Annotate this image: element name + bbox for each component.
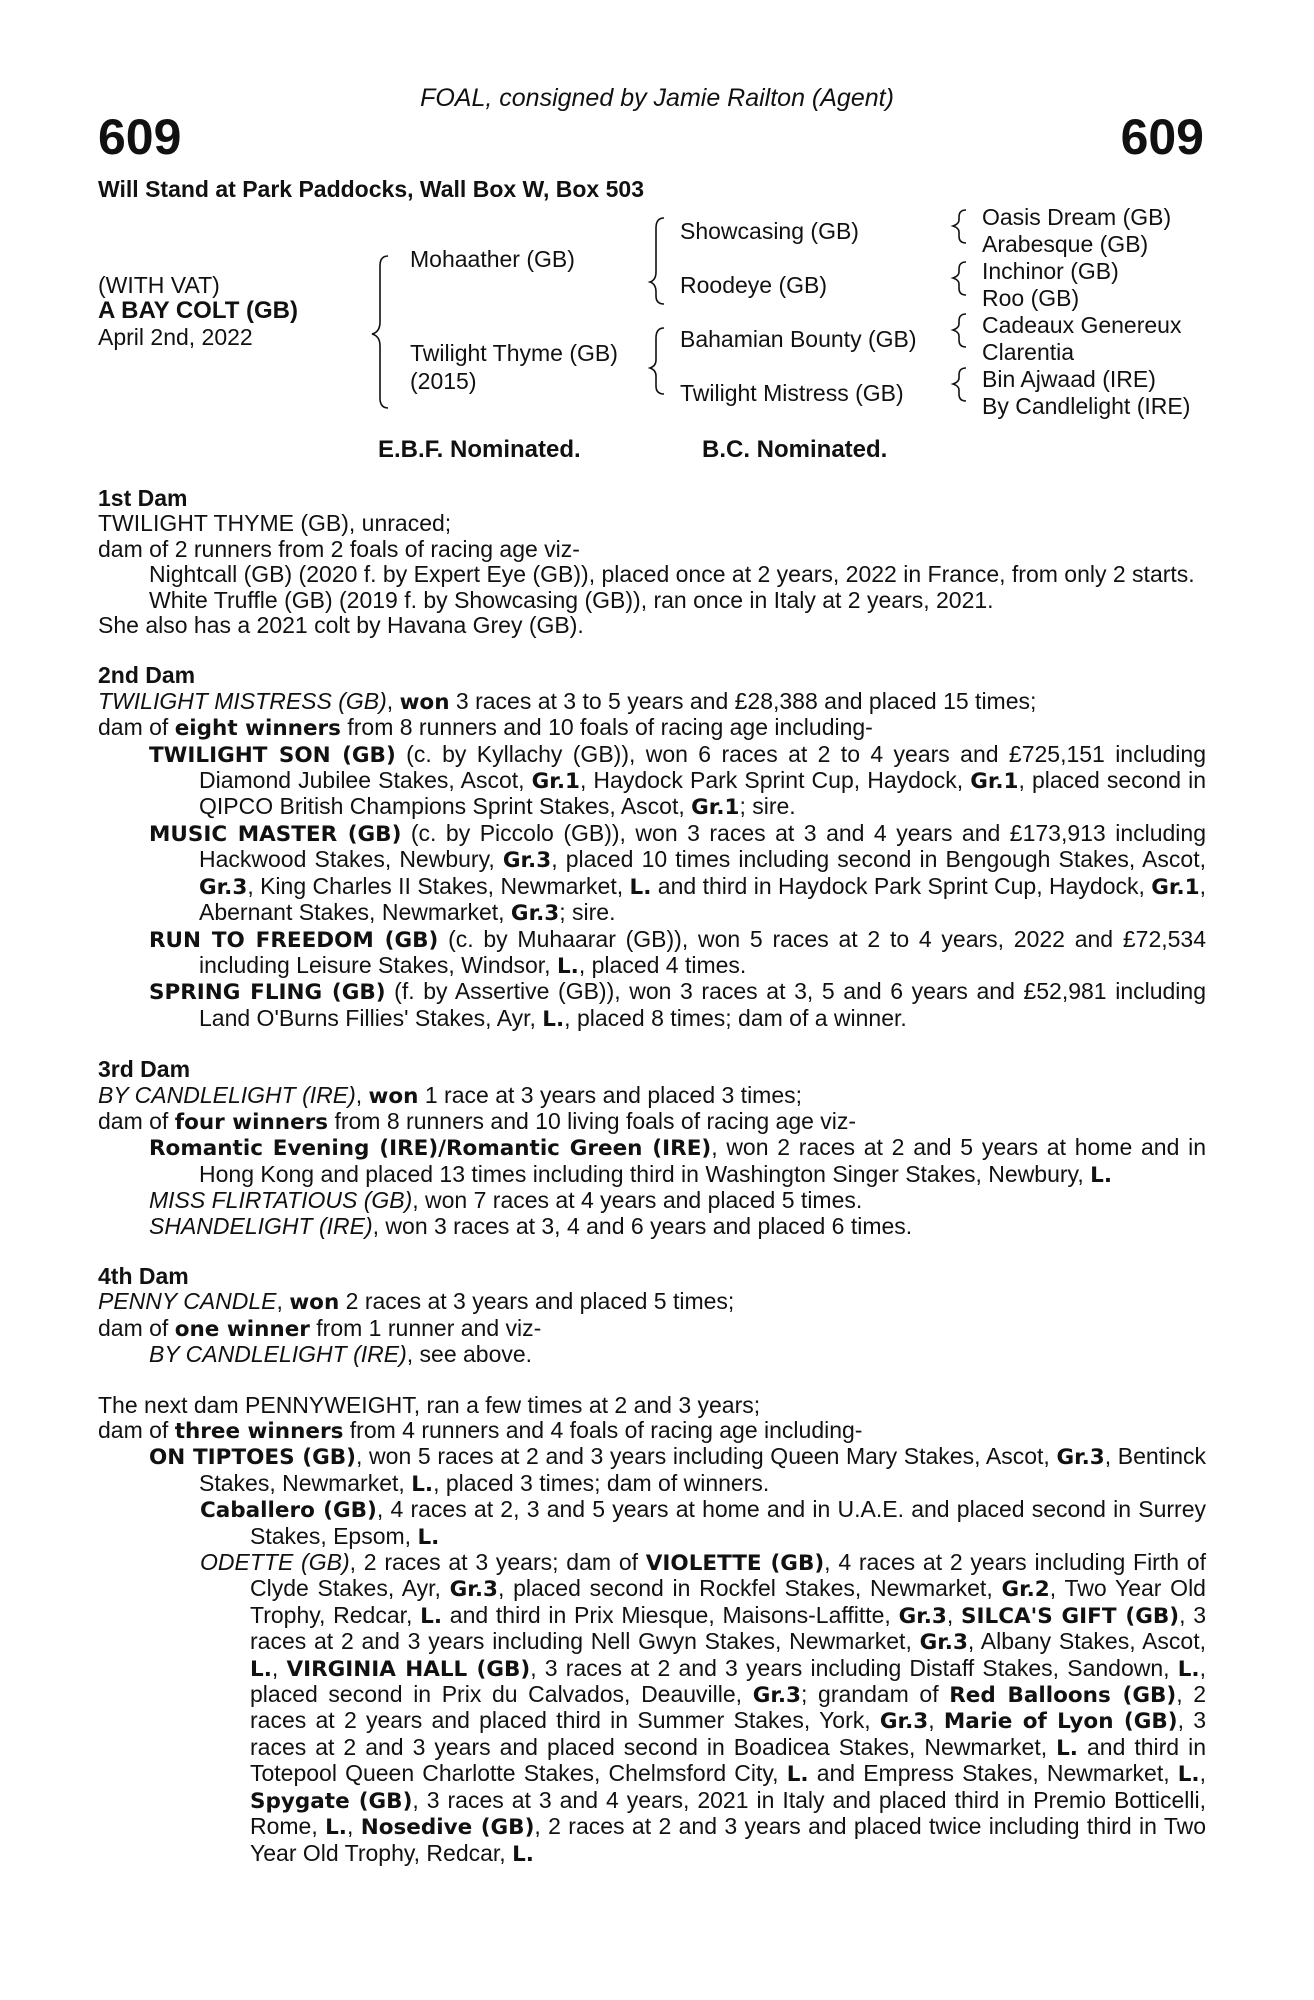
text: , placed 4 times. xyxy=(578,951,747,978)
gen4-name: Clarentia xyxy=(982,339,1075,365)
progeny-name: SPRING FLING (GB) xyxy=(149,980,386,1006)
text: ; grandam of xyxy=(801,1681,950,1708)
second-dam-section xyxy=(98,663,1206,1032)
progeny-entry xyxy=(98,979,1206,1032)
progeny-name: MUSIC MASTER (GB) xyxy=(149,821,402,847)
text: , placed second in Rockfel Stakes, Newmarket, xyxy=(497,1575,1002,1602)
text: , xyxy=(946,1601,962,1628)
text: (c. by Muhaarar (GB)), won 5 races at 2 to 4 years, 2022 and £72,534 including Leisure Stakes, Windsor, xyxy=(199,925,1206,978)
text: , 4 races at 2 years including Firth of Clyde Stakes, Ayr, xyxy=(250,1549,1206,1602)
foaling-date: April 2nd, 2022 xyxy=(98,324,253,350)
text: , xyxy=(271,1654,287,1681)
grade-text: L. xyxy=(417,1524,440,1550)
text: , xyxy=(355,1081,369,1108)
progeny-name: VIOLETTE (GB) xyxy=(645,1551,825,1577)
grade-text: L. xyxy=(420,1603,443,1629)
text: , Albany Stakes, Ascot, xyxy=(967,1628,1207,1655)
dam-name-text: TWILIGHT MISTRESS (GB) xyxy=(98,687,387,714)
gen4-name: Cadeaux Genereux xyxy=(982,312,1182,338)
text: , placed 3 times; dam of winners. xyxy=(433,1469,770,1496)
text: from 1 runner and viz- xyxy=(309,1314,542,1341)
section-heading: 2nd Dam xyxy=(98,662,196,689)
dam-produce-line xyxy=(98,1109,1206,1135)
grade-text: L. xyxy=(629,874,652,900)
text: 3 races at 3 to 5 years and £28,388 and placed 15 times; xyxy=(449,687,1037,714)
grade-text: L. xyxy=(1177,1762,1200,1788)
text: , 3 races at 2 and 3 years including Nell Gwyn Stakes, Newmarket, xyxy=(250,1601,1206,1655)
text: , Haydock Park Sprint Cup, Haydock, xyxy=(579,767,971,794)
text: , won 3 races at 3, 4 and 6 years and placed 6 times. xyxy=(372,1212,913,1239)
grade-text: Gr.1 xyxy=(970,769,1019,795)
grade-text: L. xyxy=(1056,1735,1078,1761)
progeny-entry xyxy=(98,1135,1206,1188)
text: 2 races at 3 years and placed 5 times; xyxy=(339,1288,735,1315)
grade-text: L. xyxy=(1177,1656,1200,1682)
dam-line xyxy=(98,1289,1206,1315)
dam-produce-line xyxy=(98,1316,1206,1342)
progeny-entry xyxy=(98,1497,1206,1550)
progeny-name: Spygate (GB) xyxy=(250,1788,413,1814)
grade-text: L. xyxy=(556,953,579,979)
text: ; sire. xyxy=(559,899,616,926)
text: dam of xyxy=(98,714,175,741)
sire-name: Mohaather (GB) xyxy=(410,246,575,272)
dam-dam-name: Twilight Mistress (GB) xyxy=(680,380,904,406)
bc-nomination: B.C. Nominated. xyxy=(702,436,888,463)
text: , 4 races at 2, 3 and 5 years at home and in U.A.E. and placed second in Surrey Stakes, Epsom, xyxy=(250,1496,1206,1549)
text: , Two Year Old Trophy, Redcar, xyxy=(250,1575,1206,1628)
text: , placed 8 times; dam of a winner. xyxy=(564,1004,907,1031)
text: from 8 runners and 10 foals of racing age including- xyxy=(340,714,873,741)
dam-line: The next dam PENNYWEIGHT, ran a few times at 2 and 3 years; xyxy=(98,1391,761,1418)
progeny-entry xyxy=(98,1342,1206,1367)
text: , Bentinck Stakes, Newmarket, xyxy=(199,1443,1207,1496)
lot-number-right: 609 xyxy=(1120,109,1204,165)
grade-text: Gr.1 xyxy=(531,769,580,795)
progeny-name: ODETTE (GB) xyxy=(200,1549,350,1576)
third-dam-section xyxy=(98,1057,1206,1239)
sire-sire-name: Showcasing (GB) xyxy=(680,218,859,244)
grade-text: Gr.3 xyxy=(898,1603,947,1629)
progeny-entry: Nightcall (GB) (2020 f. by Expert Eye (GB)), placed once at 2 years, 2022 in France, from only 2 starts. xyxy=(149,561,1195,588)
progeny-name: VIRGINIA HALL (GB) xyxy=(286,1656,531,1682)
sire-dam-name: Roodeye (GB) xyxy=(680,272,828,298)
text: , won 5 races at 2 and 3 years including Queen Mary Stakes, Ascot, xyxy=(356,1443,1057,1470)
progeny-name: Nosedive (GB) xyxy=(360,1815,535,1841)
grade-text: Gr.3 xyxy=(919,1630,968,1656)
horse-name: A BAY COLT (GB) xyxy=(98,297,299,324)
text: and third in Haydock Park Sprint Cup, Haydock, xyxy=(651,872,1152,899)
grade-text: Gr.3 xyxy=(199,874,248,900)
grade-text: L. xyxy=(542,1006,565,1032)
dam-produce-line xyxy=(98,1418,1206,1444)
text: , Abernant Stakes, Newmarket, xyxy=(199,872,1206,926)
text: , 3 races at 2 and 3 years and placed second in Boadicea Stakes, Newmarket, xyxy=(250,1707,1207,1760)
bold-text: won xyxy=(399,689,450,715)
text: (c. by Piccolo (GB)), won 3 races at 3 and 4 years and £173,913 including Hackwood Stakes, Newbury, xyxy=(199,819,1207,873)
text: , xyxy=(276,1288,290,1315)
fourth-dam-section xyxy=(98,1264,1206,1368)
progeny-name: TWILIGHT SON (GB) xyxy=(149,742,396,768)
text: , 3 races at 2 and 3 years including Distaff Stakes, Sandown, xyxy=(530,1654,1178,1681)
ebf-nomination: E.B.F. Nominated. xyxy=(378,436,581,463)
text: dam of xyxy=(98,1314,175,1341)
progeny-name: Marie of Lyon (GB) xyxy=(943,1709,1178,1735)
text: , 3 races at 3 and 4 years, 2021 in Italy and placed third in Premio Botticelli, Rome, xyxy=(250,1786,1206,1840)
grade-text: L. xyxy=(786,1762,809,1788)
text: ; sire. xyxy=(739,793,796,820)
text: , 2 races at 3 years; dam of xyxy=(349,1549,646,1576)
progeny-entry xyxy=(98,742,1206,821)
text: from 8 runners and 10 living foals of racing age viz- xyxy=(328,1107,857,1134)
text: (f. by Assertive (GB)), won 3 races at 3, 5 and 6 years and £52,981 including Land O'Burns Fillies' Stakes, Ayr, xyxy=(199,978,1206,1031)
bold-text: won xyxy=(368,1083,419,1109)
first-dam-section xyxy=(98,486,1206,638)
grade-text: L. xyxy=(250,1656,272,1682)
grade-text: Gr.3 xyxy=(879,1709,929,1735)
grade-text: Gr.3 xyxy=(510,901,560,927)
text: 1 race at 3 years and placed 3 times; xyxy=(418,1081,803,1108)
grade-text: Gr.3 xyxy=(449,1577,498,1603)
bold-text: eight winners xyxy=(174,716,341,742)
grade-text: Gr.3 xyxy=(1056,1445,1105,1471)
dam-note: She also has a 2021 colt by Havana Grey (GB). xyxy=(98,612,584,639)
text: from 4 runners and 4 foals of racing age including- xyxy=(343,1417,863,1443)
dam-line xyxy=(98,689,1206,715)
gen4-name: Roo (GB) xyxy=(982,285,1080,311)
dam-line: TWILIGHT THYME (GB), unraced; xyxy=(98,510,452,537)
text: and Empress Stakes, Newmarket, xyxy=(808,1760,1178,1787)
text: , placed second in QIPCO British Champions Sprint Stakes, Ascot, xyxy=(199,767,1206,820)
text: , xyxy=(928,1707,944,1734)
dam-produce-line xyxy=(98,715,1206,741)
text: and third in Prix Miesque, Maisons-Laffitte, xyxy=(442,1601,899,1628)
grade-text: L. xyxy=(1090,1162,1112,1188)
gen4-name: Inchinor (GB) xyxy=(982,258,1119,284)
text: , won 7 races at 4 years and placed 5 times. xyxy=(412,1187,863,1214)
grade-text: Gr.2 xyxy=(1001,1577,1050,1603)
progeny-entry xyxy=(98,1214,1206,1239)
text: , placed second in Prix du Calvados, Deauville, xyxy=(250,1654,1206,1708)
gen4-name: Arabesque (GB) xyxy=(982,231,1149,257)
grade-text: L. xyxy=(411,1471,434,1497)
progeny-name: RUN TO FREEDOM (GB) xyxy=(149,927,439,953)
text: dam of xyxy=(98,1107,175,1134)
dam-name-text: PENNY CANDLE xyxy=(98,1288,277,1315)
text: , xyxy=(346,1813,361,1840)
bold-text: one winner xyxy=(174,1316,310,1342)
grade-text: Gr.1 xyxy=(1151,874,1200,900)
text: , 2 races at 2 years and placed third in Summer Stakes, York, xyxy=(250,1681,1206,1734)
gen4-name: Oasis Dream (GB) xyxy=(982,204,1172,230)
text: , see above. xyxy=(406,1341,533,1368)
vat-note: (WITH VAT) xyxy=(98,272,220,298)
text: , King Charles II Stakes, Newmarket, xyxy=(247,872,630,899)
progeny-name: SILCA'S GIFT (GB) xyxy=(961,1603,1180,1629)
dam-name: Twilight Thyme (GB) xyxy=(410,340,618,366)
grade-text: Gr.3 xyxy=(502,848,552,874)
grade-text: L. xyxy=(325,1815,347,1841)
section-heading: 1st Dam xyxy=(98,485,188,511)
text: dam of xyxy=(98,1417,175,1443)
text: , placed 10 times including second in Bengough Stakes, Ascot, xyxy=(551,846,1206,873)
dam-produce-line: dam of 2 runners from 2 foals of racing age viz- xyxy=(98,535,580,562)
grade-text: L. xyxy=(512,1841,534,1867)
consignment-line: FOAL, consigned by Jamie Railton (Agent) xyxy=(420,84,894,112)
dam-line xyxy=(98,1083,1206,1109)
progeny-name: ON TIPTOES (GB) xyxy=(149,1445,356,1471)
bold-text: four winners xyxy=(174,1109,329,1135)
text: , won 2 races at 2 and 5 years at home and in Hong Kong and placed 13 times including third in Washington Singer Stakes, Newbury, xyxy=(199,1134,1206,1187)
progeny-entry xyxy=(98,1550,1206,1867)
bold-text: won xyxy=(289,1290,340,1316)
text: , 2 races at 2 and 3 years and placed twice including third in Two Year Old Trophy, Redcar, xyxy=(250,1813,1207,1866)
lot-number-left: 609 xyxy=(98,109,182,165)
progeny-name: Red Balloons (GB) xyxy=(949,1683,1177,1709)
progeny-name: Romantic Evening (IRE)/Romantic Green (IRE) xyxy=(149,1136,712,1162)
text: , xyxy=(1199,1760,1206,1787)
dam-sire-name: Bahamian Bounty (GB) xyxy=(680,326,917,352)
dam-name-text: BY CANDLELIGHT (IRE) xyxy=(98,1081,356,1108)
progeny-entry xyxy=(98,1444,1206,1497)
dam-year: (2015) xyxy=(410,368,477,394)
text: , xyxy=(386,687,400,714)
progeny-name: Caballero (GB) xyxy=(200,1498,377,1524)
progeny-entry xyxy=(98,927,1206,980)
progeny-name: SHANDELIGHT (IRE) xyxy=(149,1212,373,1239)
next-dam-section xyxy=(98,1393,1206,1867)
section-heading: 3rd Dam xyxy=(98,1056,191,1083)
progeny-name: MISS FLIRTATIOUS (GB) xyxy=(149,1187,413,1214)
grade-text: Gr.3 xyxy=(752,1683,802,1709)
section-heading: 4th Dam xyxy=(98,1262,189,1289)
progeny-entry xyxy=(98,1188,1206,1213)
progeny-name: BY CANDLELIGHT (IRE) xyxy=(149,1341,407,1368)
text: and third in Totepool Queen Charlotte Stakes, Chelmsford City, xyxy=(250,1733,1206,1787)
gen4-name: By Candlelight (IRE) xyxy=(982,393,1191,419)
stand-location: Will Stand at Park Paddocks, Wall Box W, Box 503 xyxy=(98,176,644,202)
bold-text: three winners xyxy=(174,1419,344,1444)
progeny-entry xyxy=(98,821,1206,927)
progeny-entry: White Truffle (GB) (2019 f. by Showcasing (GB)), ran once in Italy at 2 years, 2021. xyxy=(149,586,994,613)
grade-text: Gr.1 xyxy=(691,795,740,821)
catalogue-body xyxy=(98,486,1206,1867)
gen4-name: Bin Ajwaad (IRE) xyxy=(982,366,1156,392)
text: (c. by Kyllachy (GB)), won 6 races at 2 to 4 years and £725,151 including Diamond Jubilee Stakes, Ascot, xyxy=(199,740,1206,794)
